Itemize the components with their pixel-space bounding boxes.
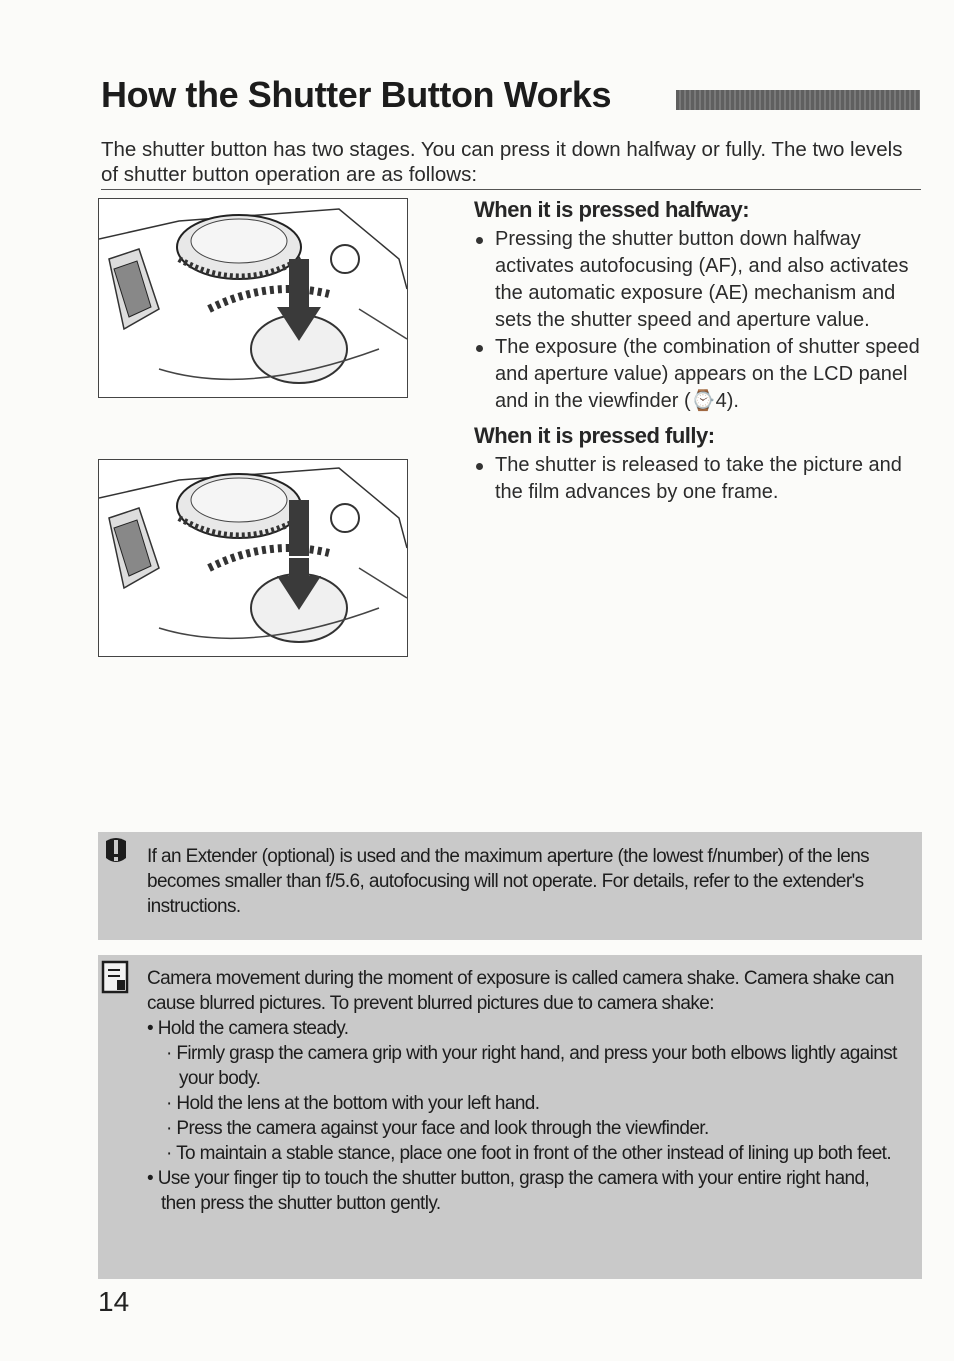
list-item: · Press the camera against your face and look through the viewfinder.	[166, 1118, 709, 1139]
list-item: The shutter is released to take the picture and the film advances by one frame.	[474, 452, 924, 506]
memo-text	[147, 966, 907, 1216]
list-item: The exposure (the combination of shutter speed and aperture value) appears on the LCD panel and in the viewfinder (⌚4).	[474, 334, 924, 415]
fully-heading: When it is pressed fully:	[474, 423, 715, 448]
halfway-press-illustration	[98, 198, 408, 398]
caution-icon	[100, 836, 132, 875]
list-item: Pressing the shutter button down halfway activates autofocusing (AF), and also activates the automatic exposure (AE) mechanism and sets the shutter speed and aperture value.	[474, 226, 924, 334]
caution-text: If an Extender (optional) is used and the maximum aperture (the lowest f/number) of the lens becomes smaller than f/5.6, autofocusing will not operate. For details, refer to the extender's instructions.	[147, 846, 870, 917]
list-item: • Hold the camera steady.	[147, 1018, 349, 1039]
press-description-column	[474, 196, 924, 506]
intro-paragraph: The shutter button has two stages. You can press it down halfway or fully. The two levels of shutter button operation are as follows:	[101, 138, 903, 186]
memo-note	[98, 955, 922, 1279]
title-decoration-bar	[676, 90, 920, 110]
fully-bullet-list	[474, 452, 924, 506]
section-divider	[101, 189, 921, 190]
camera-halfway-drawing	[99, 199, 407, 397]
list-item: · Hold the lens at the bottom with your left hand.	[166, 1093, 540, 1114]
list-item: • Use your finger tip to touch the shutter button, grasp the camera with your entire right hand, then press the shutter button gently.	[147, 1168, 870, 1214]
memo-icon	[100, 959, 132, 1000]
list-item: · Firmly grasp the camera grip with your right hand, and press your both elbows lightly against your body.	[166, 1043, 897, 1089]
halfway-heading: When it is pressed halfway:	[474, 197, 750, 222]
list-item: · To maintain a stable stance, place one foot in front of the other instead of lining up both feet.	[166, 1143, 892, 1164]
caution-note	[98, 832, 922, 940]
page-title: How the Shutter Button Works	[101, 74, 612, 115]
camera-fully-drawing	[99, 460, 407, 656]
memo-intro: Camera movement during the moment of exposure is called camera shake. Camera shake can cause blurred pictures. To prevent blurred pictures due to camera shake:	[147, 968, 894, 1014]
page-number: 14	[98, 1286, 130, 1317]
fully-press-illustration	[98, 459, 408, 657]
halfway-bullet-list	[474, 226, 924, 415]
